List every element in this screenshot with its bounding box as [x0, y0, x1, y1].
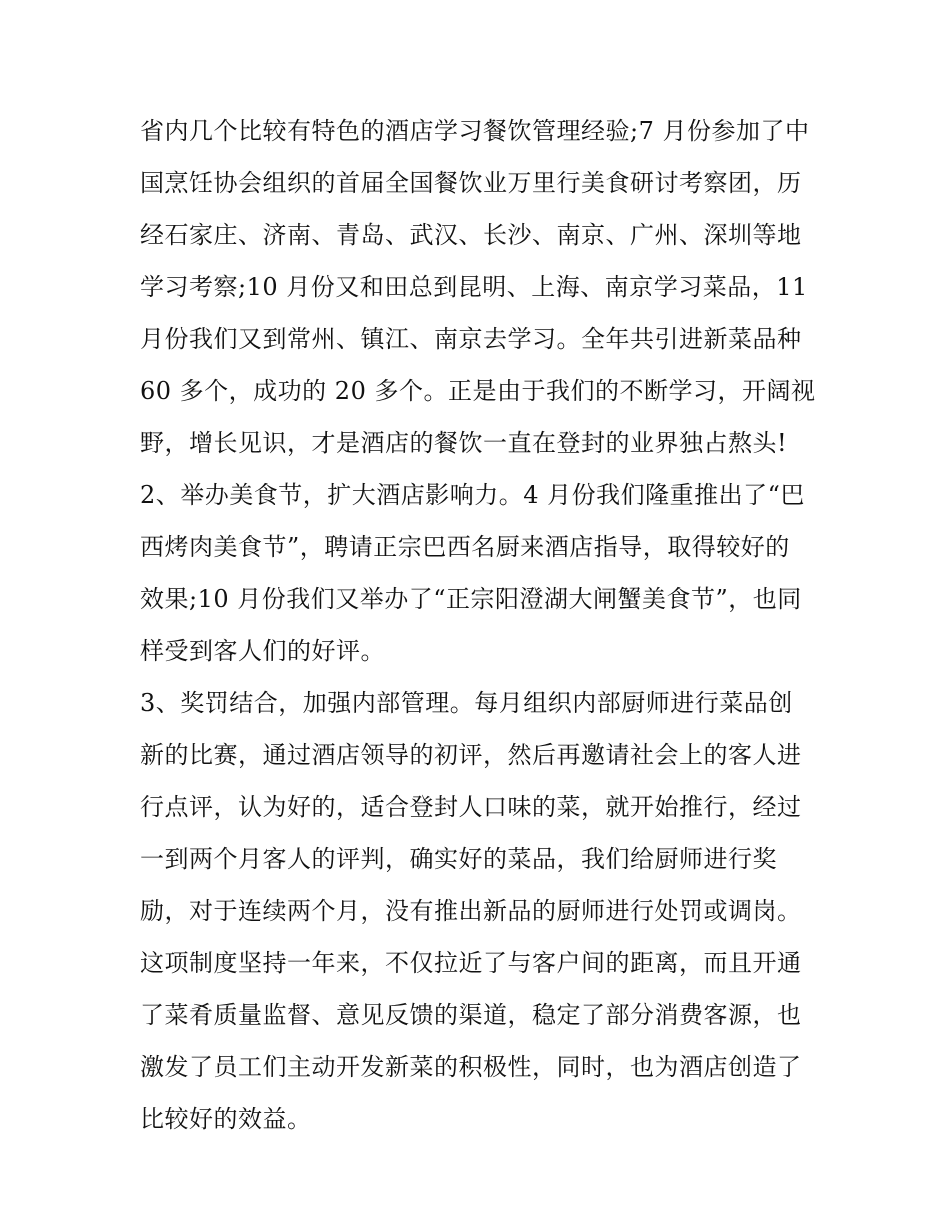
section-2-heading-line: 2、举办美食节，扩大酒店影响力。4 月份我们隆重推出了“巴: [140, 481, 805, 509]
text-line: 省内几个比较有特色的酒店学习餐饮管理经验;7 月份参加了中: [140, 117, 810, 145]
text-line: 国烹饪协会组织的首届全国餐饮业万里行美食研讨考察团，历: [140, 169, 802, 197]
text-line: 60 多个，成功的 20 多个。正是由于我们的不断学习，开阔视: [140, 377, 816, 405]
body-text: [140, 105, 830, 1145]
text-line: 比较好的效益。: [140, 1105, 312, 1133]
text-line: 了菜肴质量监督、意见反馈的渠道，稳定了部分消费客源，也: [140, 1001, 802, 1029]
text-line: 这项制度坚持一年来，不仅拉近了与客户间的距离，而且开通: [140, 949, 802, 977]
text-line: 野，增长见识，才是酒店的餐饮一直在登封的业界独占熬头!: [140, 429, 788, 457]
text-line: 激发了员工们主动开发新菜的积极性，同时，也为酒店创造了: [140, 1053, 802, 1081]
text-line: 月份我们又到常州、镇江、南京去学习。全年共引进新菜品种: [140, 325, 802, 353]
text-line: 西烤肉美食节”，聘请正宗巴西名厨来酒店指导，取得较好的: [140, 533, 790, 561]
text-line: 新的比赛，通过酒店领导的初评，然后再邀请社会上的客人进: [140, 741, 802, 769]
text-line: 一到两个月客人的评判，确实好的菜品，我们给厨师进行奖: [140, 845, 777, 873]
text-line: 效果;10 月份我们又举办了“正宗阳澄湖大闸蟹美食节”，也同: [140, 585, 802, 613]
section-3-heading-line: 3、奖罚结合，加强内部管理。每月组织内部厨师进行菜品创: [140, 689, 793, 717]
text-line: 学习考察;10 月份又和田总到昆明、上海、南京学习菜品，11: [140, 273, 808, 301]
text-line: 行点评，认为好的，适合登封人口味的菜，就开始推行，经过: [140, 793, 802, 821]
text-line: 励，对于连续两个月，没有推出新品的厨师进行处罚或调岗。: [140, 897, 802, 925]
text-line: 经石家庄、济南、青岛、武汉、长沙、南京、广州、深圳等地: [140, 221, 802, 249]
text-line: 样受到客人们的好评。: [140, 637, 385, 665]
